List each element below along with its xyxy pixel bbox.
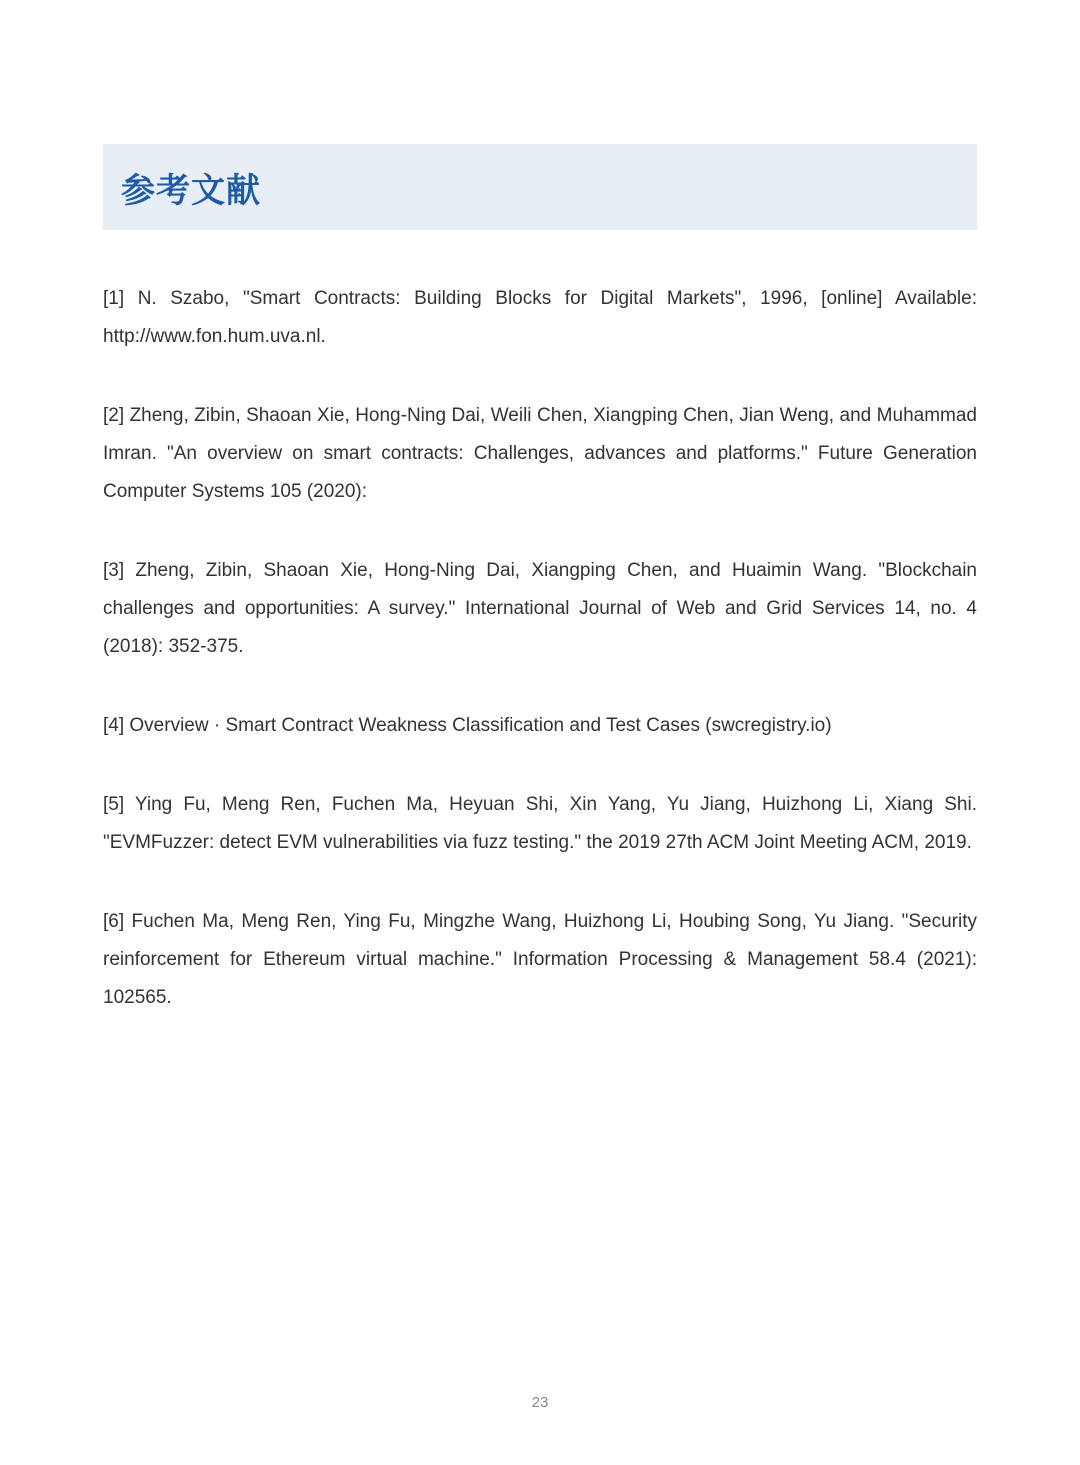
reference-item-5: [5] Ying Fu, Meng Ren, Fuchen Ma, Heyuan Shi, Xin Yang, Yu Jiang, Huizhong Li, Xiang Shi. "EVMFuzzer: detect EVM vulnerabilities via fuzz testing." the 2019 27th ACM Joint Meeting ACM, 2019. <box>103 794 977 853</box>
section-title: 参考文献 <box>121 170 261 211</box>
section-heading-bar <box>103 144 977 230</box>
reference-item-4: [4] Overview · Smart Contract Weakness Classification and Test Cases (swcregistry.io) <box>103 715 832 736</box>
reference-list <box>103 280 977 1058</box>
page-number: 23 <box>531 1394 549 1411</box>
reference-item-6: [6] Fuchen Ma, Meng Ren, Ying Fu, Mingzhe Wang, Huizhong Li, Houbing Song, Yu Jiang. "Security reinforcement for Ethereum virtual machine." Information Processing & Management 58.4 (2021): 102565. <box>103 911 977 1008</box>
reference-item-2: [2] Zheng, Zibin, Shaoan Xie, Hong-Ning Dai, Weili Chen, Xiangping Chen, Jian Weng, and Muhammad Imran. "An overview on smart contracts: Challenges, advances and platforms." Future Generation Computer Systems 105 (2020): <box>103 405 977 502</box>
reference-item-3: [3] Zheng, Zibin, Shaoan Xie, Hong-Ning Dai, Xiangping Chen, and Huaimin Wang. "Blockchain challenges and opportunities: A survey." International Journal of Web and Grid Services 14, no. 4 (2018): 352-375. <box>103 560 977 657</box>
reference-item-1: [1] N. Szabo, "Smart Contracts: Building Blocks for Digital Markets", 1996, [online] Available: http://www.fon.hum.uva.nl. <box>103 288 977 347</box>
